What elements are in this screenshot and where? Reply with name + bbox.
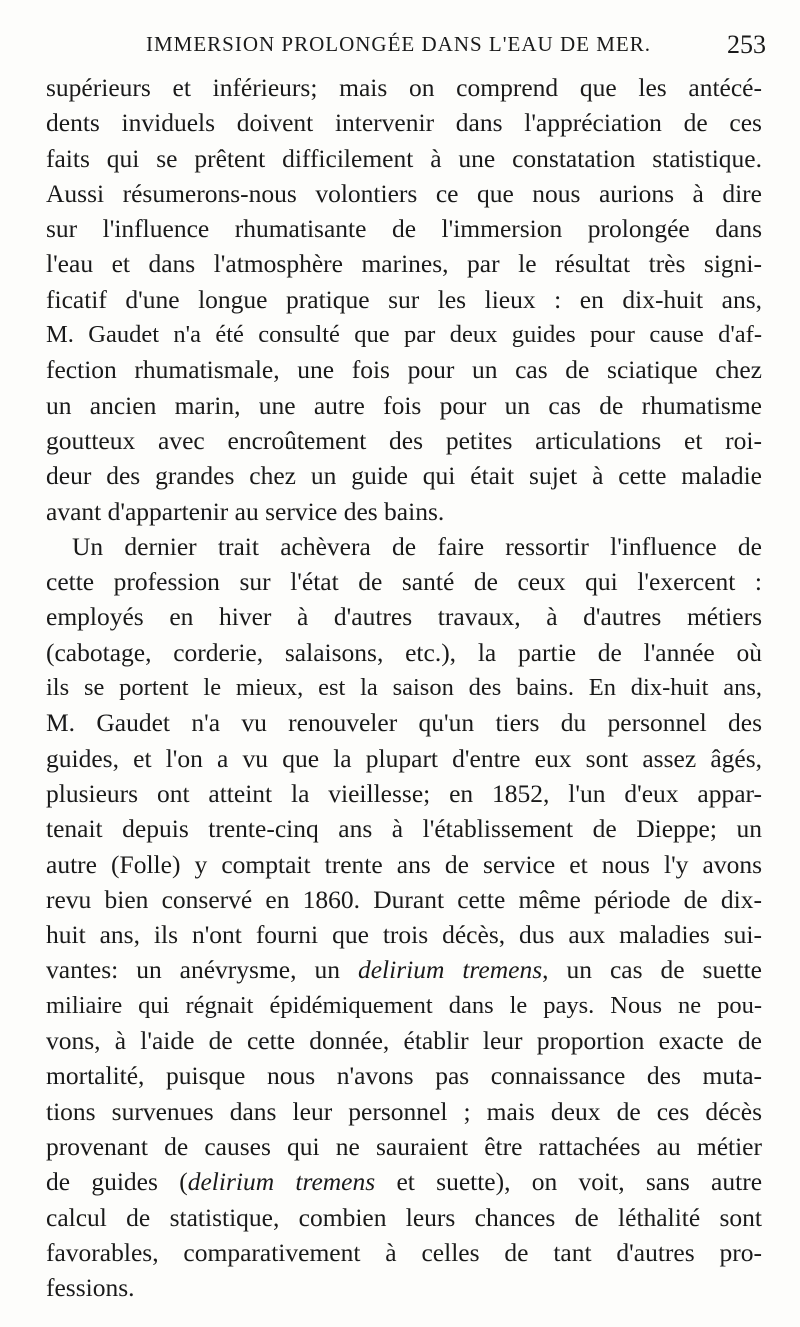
text-line: Aussi résumerons-nous volontiers ce que nous aurions à dire [46,178,762,208]
text-segment: de guides ( [46,1167,188,1197]
text-line: ficatif d'une longue pratique sur les lieux : en dix-huit ans, [46,284,762,314]
text-segment: et suette), on voit, sans autre [375,1167,763,1197]
text-line: autre (Folle) y comptait trente ans de service et nous l'y avons [46,849,762,879]
text-segment: , un cas de suette [542,955,762,985]
text-line: vons, à l'aide de cette donnée, établir leur proportion exacte de [46,1026,762,1056]
text-line: l'eau et dans l'atmosphère marines, par le résultat très signi- [46,249,762,279]
italic-term: delirium tremens [187,1167,376,1197]
text-line: calcul de statistique, combien leurs chances de léthalité sont [46,1202,762,1232]
text-line: plusieurs ont atteint la vieillesse; en 1852, l'un d'eux appar- [46,778,762,808]
text-line: Un dernier trait achèvera de faire ressortir l'influence de [72,531,762,561]
text-line: M. Gaudet n'a vu renouveler qu'un tiers du personnel des [46,708,762,738]
text-line: mortalité, puisque nous n'avons pas connaissance des muta- [46,1061,762,1091]
text-line: cette profession sur l'état de santé de ceux qui l'exercent : [46,567,762,597]
text-line: avant d'appartenir au service des bains. [46,496,445,526]
text-line: supérieurs et inférieurs; mais on comprend que les antécé- [46,73,762,102]
text-line: deur des grandes chez un guide qui était sujet à cette maladie [46,461,762,491]
running-header [46,32,766,62]
paragraph-2 [46,529,762,1306]
text-line: fessions. [46,1273,135,1303]
text-line: un ancien marin, une autre fois pour un cas de rhumatisme [46,390,762,420]
text-line: tions survenues dans leur personnel ; mais deux de ces décès [46,1096,762,1126]
text-segment: vantes: un anévrysme, un [46,955,358,985]
text-line: (cabotage, corderie, salaisons, etc.), la partie de l'année où [46,637,762,667]
body-text [46,70,762,1305]
text-line: faits qui se prêtent difficilement à une constatation statistique. [46,143,762,173]
text-line: provenant de causes qui ne sauraient être rattachées au métier [46,1131,762,1161]
text-line [46,1164,762,1199]
running-title: IMMERSION PROLONGÉE DANS L'EAU DE MER. [146,32,651,56]
italic-term: delirium tremens [357,955,543,985]
text-line: miliaire qui régnait épidémiquement dans le pays. Nous ne pou- [46,991,762,1019]
text-line: guides, et l'on a vu que la plupart d'entre eux sont assez âgés, [46,743,762,773]
text-line: M. Gaudet n'a été consulté que par deux guides pour cause d'af- [46,321,762,349]
text-line [46,952,762,987]
text-line: huit ans, ils n'ont fourni que trois décès, dus aux maladies sui- [46,920,762,950]
page-number: 253 [727,30,766,59]
text-line: goutteux avec encroûtement des petites articulations et roi- [46,425,762,455]
text-line: fection rhumatismale, une fois pour un cas de sciatique chez [46,355,762,385]
text-line: favorables, comparativement à celles de tant d'autres pro- [46,1237,762,1267]
text-line: revu bien conservé en 1860. Durant cette même période de dix- [46,884,762,914]
text-line: tenait depuis trente-cinq ans à l'établissement de Dieppe; un [46,814,762,844]
text-line: sur l'influence rhumatisante de l'immersion prolongée dans [46,214,762,244]
text-line: dents inviduels doivent intervenir dans l'appréciation de ces [46,108,762,138]
text-line: employés en hiver à d'autres travaux, à d'autres métiers [46,602,762,632]
text-line: ils se portent le mieux, est la saison des bains. En dix-huit ans, [46,674,762,702]
paragraph-1 [46,70,762,529]
